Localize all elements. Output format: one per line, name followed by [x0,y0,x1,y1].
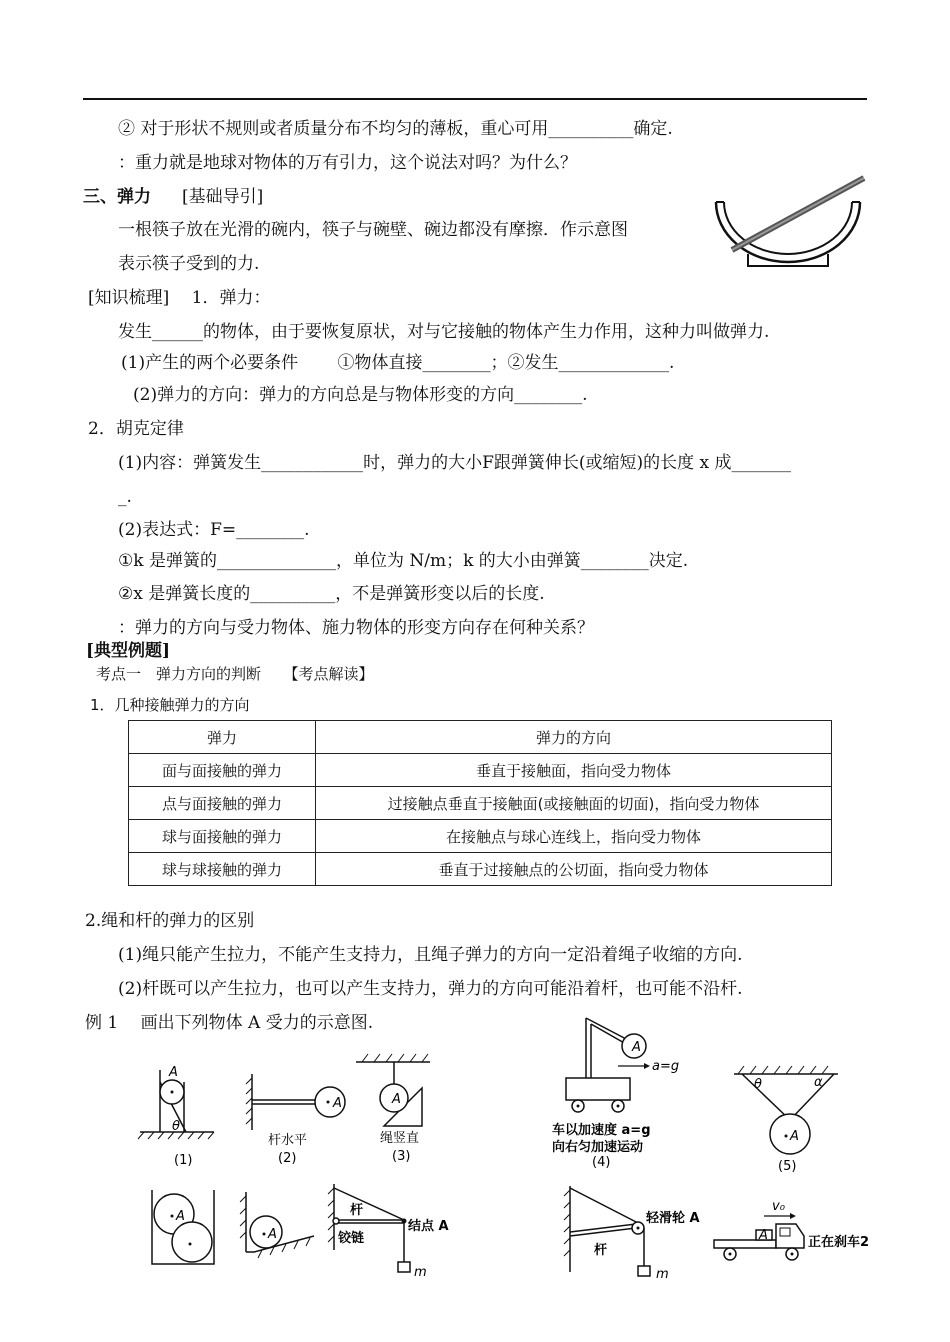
figure-3-vertical-rope [352,1048,436,1168]
figure-9-pulley [562,1182,712,1282]
table-cell: 球与球接触的弹力 [129,853,316,886]
figure-label: 杆 [350,1203,364,1218]
figure-label: 杆 [594,1243,608,1258]
figure-label: A [392,1092,401,1107]
section-three-tag: [基础导引] [182,187,264,207]
table-cell: 面与面接触的弹力 [129,754,316,787]
kp1-subtitle: 1．几种接触弹力的方向 [90,696,250,714]
figure-2-horizontal-rod [244,1070,354,1170]
table-row [129,853,832,886]
figure-number: (5) [778,1159,797,1174]
line-direction-question: ：弹力的方向与受力物体、施力物体的形变方向存在何种关系？ [118,618,594,638]
figure-label: A [268,1227,277,1242]
table-row [129,754,832,787]
figure-4-accelerating-cart [548,1010,698,1168]
header-rule [83,98,867,100]
figure-label: m [656,1267,669,1282]
kp1-title: 考点一 弹力方向的判断 【考点解读】 [96,665,374,683]
figure-label: A [632,1040,641,1055]
figure-caption: 杆水平 [268,1133,308,1148]
rod-rule: (2)杆既可以产生拉力，也可以产生支持力，弹力的方向可能沿着杆，也可能不沿杆. [118,979,743,999]
table-cell: 过接触点垂直于接触面(或接触面的切面)，指向受力物体 [316,787,832,820]
elastic-direction-table [128,720,832,886]
figure-label: α [814,1075,823,1090]
figure-number: (4) [592,1155,611,1168]
line-k-meaning: ①k 是弹簧的______________，单位为 N/m；k 的大小由弹簧________决定. [118,551,689,571]
figure-label: A [759,1228,768,1243]
figure-caption: 绳竖直 [380,1131,420,1146]
figure-label: m [414,1265,427,1280]
table-cell: 球与面接触的弹力 [129,820,316,853]
table-cell: 在接触点与球心连线上，指向受力物体 [316,820,832,853]
table-row [129,787,832,820]
figure-6-balls-in-box [148,1186,218,1268]
table-header: 弹力的方向 [316,721,832,754]
section-three-title: 三、弹力 [83,187,151,207]
line-center-of-gravity: ② 对于形状不规则或者质量分布不均匀的薄板，重心可用__________确定. [118,119,673,139]
figure-number: (1) [174,1153,193,1168]
figure-label: v₀ [772,1199,785,1214]
typical-examples-title: [典型例题] [86,641,171,661]
figure-7-ball-corner [238,1188,318,1260]
figure-label: 铰链 [338,1231,365,1246]
rope-rod-title: 2.绳和杆的弹力的区别 [85,911,255,931]
line-gravity-question: ：重力就是地球对物体的万有引力，这个说法对吗？为什么？ [118,153,577,173]
table-cell: 点与面接触的弹力 [129,787,316,820]
figure-10-braking-truck [708,1196,878,1268]
figure-8-hinged-rod [324,1180,464,1280]
table-row [129,820,832,853]
figure-label: a=g [652,1059,680,1074]
line-hooke-content: (1)内容：弹簧发生____________时，弹力的大小F跟弹簧伸长(或缩短)的长度 x 成_______ [118,453,792,473]
figure-number: (2) [278,1151,297,1166]
table-cell: 垂直于过接触点的公切面，指向受力物体 [316,853,832,886]
bowl-chopstick-figure [708,168,878,272]
line-knowledge-1: [知识梳理] 1．弹力： [88,288,271,308]
figure-label: A [169,1065,178,1080]
table-header: 弹力 [129,721,316,754]
figure-1-ball-wedge [136,1060,220,1168]
line-hooke-title: 2．胡克定律 [88,419,184,439]
table-header-row [129,721,832,754]
figure-label: θ [754,1077,762,1092]
line-hooke-formula: (2)表达式：F=________. [118,520,310,540]
figure-caption: 正在刹车2 [808,1235,870,1250]
figure-label: 结点 A [408,1219,449,1234]
line-chopstick-2: 表示筷子受到的力. [118,254,260,274]
line-elastic-definition: 发生______的物体，由于要恢复原状，对与它接触的物体产生力作用，这种力叫做弹力. [118,322,770,342]
figure-caption: 车以加速度 a=g [552,1123,651,1138]
figure-caption: 向右匀加速运动 [552,1140,644,1155]
line-hooke-content-cont: _. [118,487,132,507]
line-x-meaning: ②x 是弹簧长度的__________，不是弹簧形变以后的长度. [118,584,545,604]
figure-number: (3) [392,1149,411,1164]
figure-label: A [176,1209,185,1224]
rope-rule: (1)绳只能产生拉力，不能产生支持力，且绳子弹力的方向一定沿着绳子收缩的方向. [118,945,743,965]
figure-label: A [790,1129,799,1144]
figure-label: A [333,1096,342,1111]
figure-label: 轻滑轮 A [646,1211,700,1226]
figure-label: θ [172,1119,180,1134]
example-1-prompt: 例 1 画出下列物体 A 受力的示意图. [85,1013,374,1033]
line-chopstick-1: 一根筷子放在光滑的碗内，筷子与碗壁、碗边都没有摩擦．作示意图 [118,220,628,240]
line-conditions: (1)产生的两个必要条件 ①物体直接________；②发生_____________. [121,353,675,373]
table-cell: 垂直于接触面，指向受力物体 [316,754,832,787]
figure-5-two-ropes [728,1058,842,1174]
line-direction: (2)弹力的方向：弹力的方向总是与物体形变的方向________. [133,385,588,405]
